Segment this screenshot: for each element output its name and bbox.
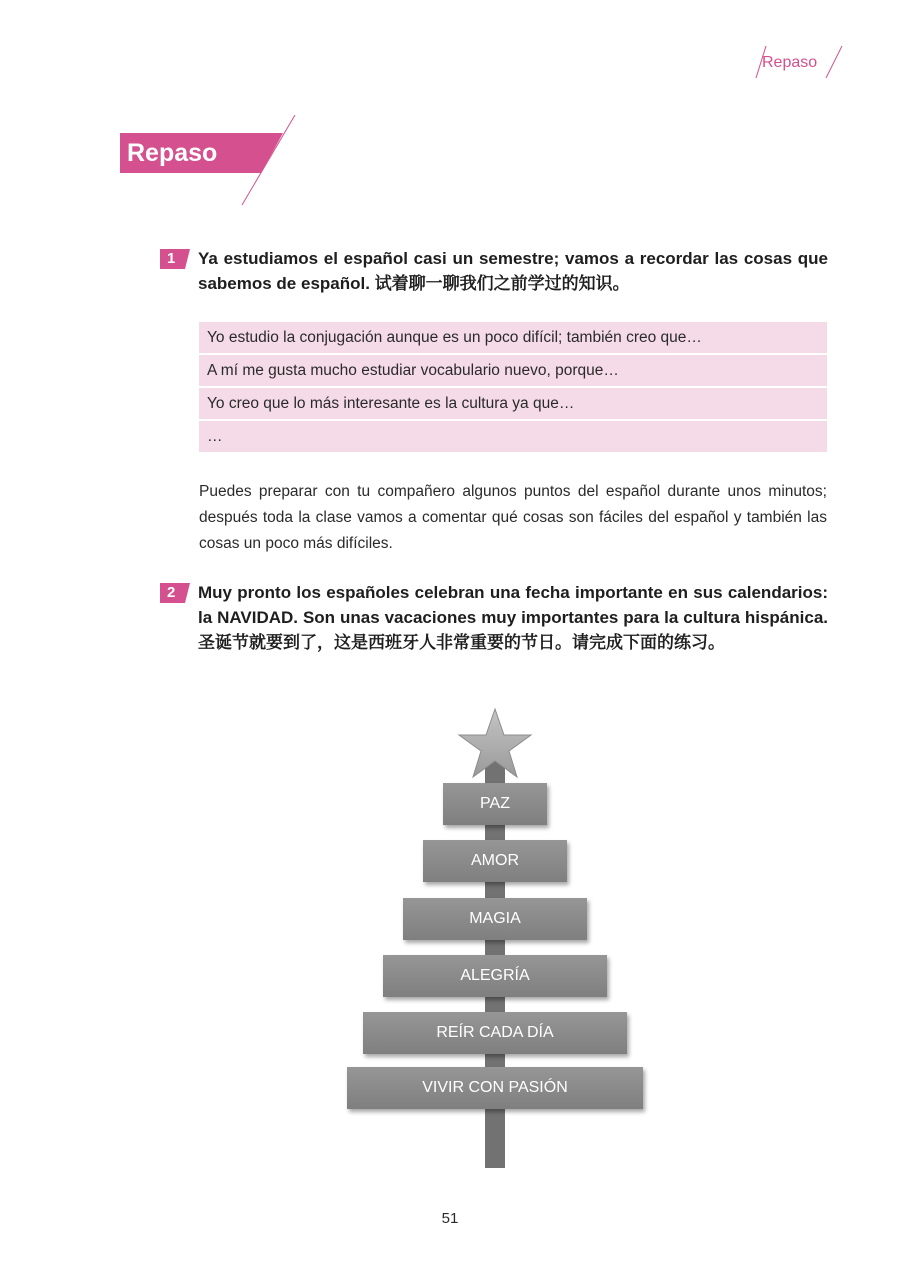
exercise-2-title-zh: 圣诞节就要到了，这是西班牙人非常重要的节日。请完成下面的练习。 [198,633,725,652]
exercise-number-2 [160,583,190,603]
exercise-number-2-label: 2 [167,584,176,601]
section-banner [120,115,300,207]
tree-plank-3: MAGIA [403,898,587,940]
exercise-1-paragraph: Puedes preparar con tu compañero algunos puntos del español durante unos minutos; después toda la clase vamos a comentar qué cosas son fáciles del español y también las cosas un poco más difíciles. [199,483,827,552]
tree-plank-1: PAZ [443,783,547,825]
exercise-2-title [198,580,828,655]
exercise-number-1 [160,249,190,269]
page-number: 51 [441,1210,459,1227]
tree-plank-5: REÍR CADA DÍA [363,1012,627,1054]
example-row: A mí me gusta mucho estudiar vocabulario nuevo, porque… [199,355,827,386]
tree-plank-6: VIVIR CON PASIÓN [347,1067,643,1109]
example-row: Yo creo que lo más interesante es la cultura ya que… [199,388,827,419]
exercise-number-1-label: 1 [167,250,176,267]
running-header-text: Repaso [762,54,818,71]
tree-plank-2: AMOR [423,840,567,882]
example-row: … [199,421,827,452]
exercise-1-title-zh: 试着聊一聊我们之前学过的知识。 [374,274,630,293]
example-row: Yo estudio la conjugación aunque es un poco difícil; también creo que… [199,322,827,353]
exercise-2-title-es: Muy pronto los españoles celebran una fecha importante en sus calendarios: la NAVIDAD. Son unas vacaciones muy importantes para la cultura hispánica. [198,583,828,627]
star-icon [457,707,533,779]
tree-plank-4: ALEGRÍA [383,955,607,997]
example-table [199,322,827,454]
running-header [742,44,846,80]
exercise-1-title [198,246,828,296]
exercise-1-title-es: Ya estudiamos el español casi un semestre; vamos a recordar las cosas que sabemos de español. [198,249,828,293]
christmas-tree-illustration [340,705,660,1180]
section-title: Repaso [127,139,218,167]
